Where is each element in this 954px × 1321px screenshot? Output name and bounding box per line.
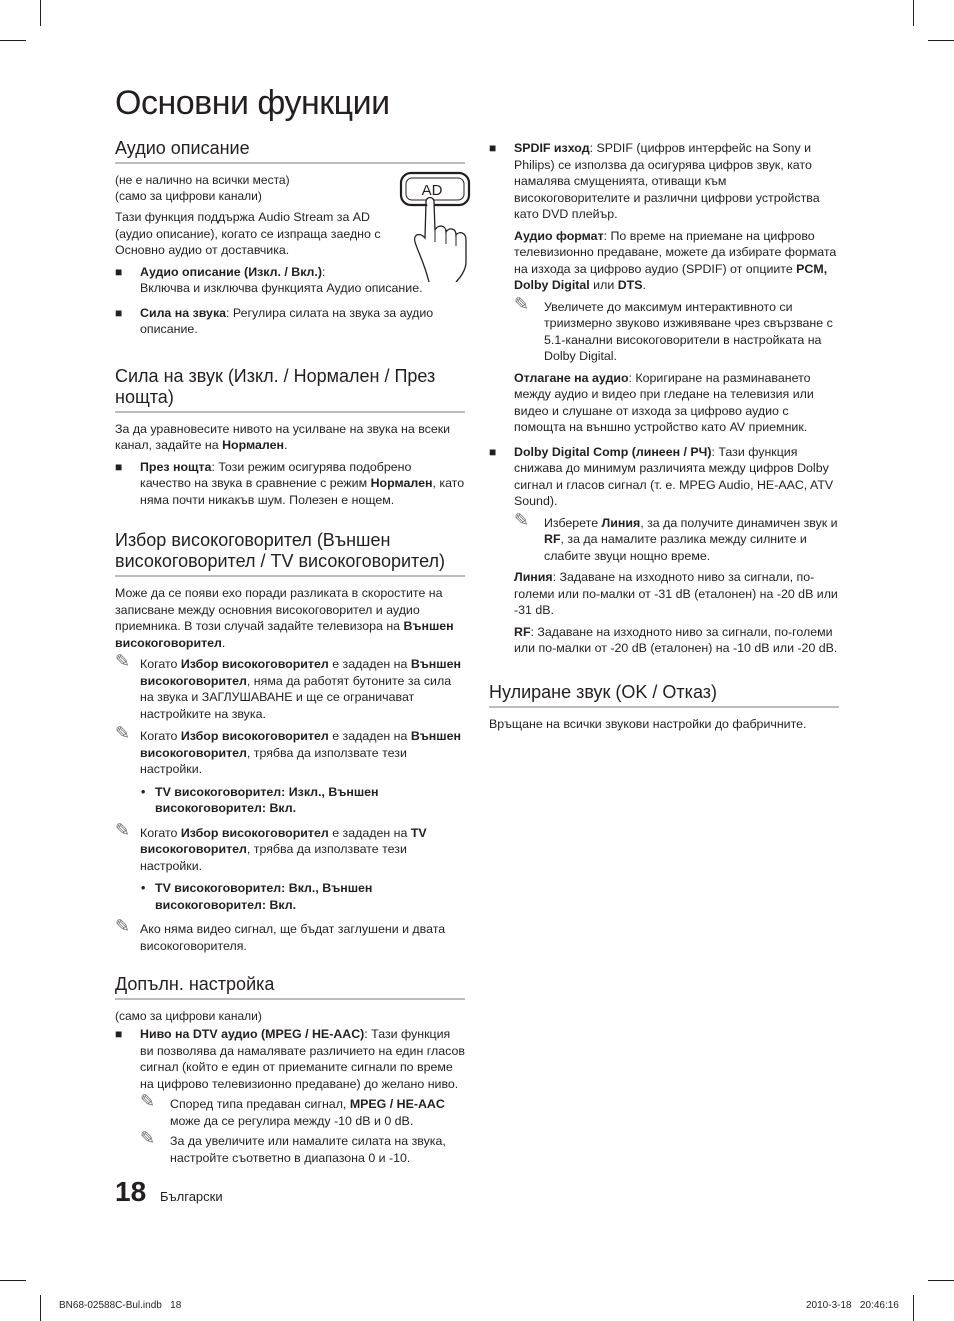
crop-mark: [913, 0, 914, 26]
section-title-speaker-select: Избор високоговорител (Външен високоговорител / TV високоговорител): [115, 530, 465, 577]
note-item: ✎ Според типа предаван сигнал, MPEG / HE-AAC може да се регулира между -10 dB и 0 dB.: [140, 1091, 445, 1128]
footer-date: 2010-3-18 20:46:16: [806, 1300, 899, 1311]
crop-mark: [928, 40, 954, 41]
pencil-note-icon: ✎: [514, 509, 530, 530]
bullet-item: ■ SPDIF изход: SPDIF (цифров интерфейс на Sony и Philips) се използва да осигурява цифров звук, като намалява смущенията, отиващи към високоговорителите и различни цифрови устройства като DVD плейър.: [489, 140, 839, 223]
page-title: Основни функции: [115, 84, 390, 122]
section-title-additional-setup: Допълн. настройка: [115, 974, 465, 1000]
note-item: ✎ За да увеличите или намалите силата на звука, настройте съответно в диапазона 0 и -10.: [140, 1128, 446, 1165]
bullet-item: ■ През нощта: Този режим осигурява подобрено качество на звука в сравнение с режим Нормален, като няма почти никакъв шум. Полезен е нощем.: [115, 459, 465, 509]
ad-button-label: AD: [421, 182, 443, 199]
right-column: [489, 140, 839, 737]
note-item: ✎ Увеличете до максимум интерактивното си триизмерно звуково изживяване чрез свързване с 5.1-канални високоговорители в настройката на Dolby Digital.: [514, 293, 833, 363]
section-title-sound-reset: Нулиране звук (OK / Отказ): [489, 682, 839, 708]
sub-bullet-item: • TV високоговорител: Вкл., Външен високоговорител: Вкл.: [115, 880, 465, 913]
pencil-note-icon: ✎: [115, 819, 131, 840]
sub-bullet-item: • TV високоговорител: Изкл., Външен високоговорител: Вкл.: [115, 784, 465, 817]
availability-note: (не е налично на всички места): [115, 173, 290, 187]
crop-mark: [0, 40, 26, 41]
section-intro: Връщане на всички звукови настройки до фабричните.: [489, 716, 807, 731]
option-description: Аудио формат: По време на приемане на цифрово телевизионно предаване, можете да избирате формата на изхода за цифрово аудио (SPDIF) от опциите PCM, Dolby Digital или DTS.: [514, 228, 837, 292]
bullet-item: ■ Ниво на DTV аудио (MPEG / HE-AAC): Тази функция ви позволява да намалявате различието на един гласов сигнал (който е един от приеманите сигнали по време на цифрово телевизионно предаване) до желано ниво.: [115, 1026, 465, 1092]
note-item: ✎ Ако няма видео сигнал, ще бъдат заглушени и двата високоговорителя.: [115, 916, 446, 953]
crop-mark: [0, 1280, 26, 1281]
crop-mark: [40, 1295, 41, 1321]
note-item: ✎ Когато Избор високоговорител е зададен на TV високоговорител, трябва да използвате тези настройки.: [115, 819, 427, 873]
pencil-note-icon: ✎: [115, 651, 131, 671]
section-intro: За да уравновесите нивото на усилване на звука на всеки канал, задайте на Нормален.: [115, 421, 451, 452]
pencil-note-icon: ✎: [115, 916, 131, 936]
bullet-item: ■ Dolby Digital Comp (линеен / РЧ): Тази функция снижава до минимум различията между цифров Dolby сигнал и гласов сигнал (т. е. MPEG Audio, HE-AAC, ATV Sound).: [489, 444, 839, 510]
pencil-note-icon: ✎: [140, 1128, 156, 1148]
bullet-item: ■ Аудио описание (Изкл. / Вкл.): Включва и изключва функцията Аудио описание.: [115, 264, 465, 297]
section-intro: Може да се появи ехо поради разликата в скоростите на записване между основния високоговорител и аудио приемника. В този случай задайте телевизора на Външен високоговорител.: [115, 586, 454, 650]
option-description: Линия: Задаване на изходното ниво за сигнали, по-големи или по-малки от -31 dB (еталонен) на -20 dB или -31 dB.: [514, 570, 838, 617]
note-item: ✎ Когато Избор високоговорител е зададен на Външен високоговорител, трябва да използвате тези настройки.: [115, 723, 461, 776]
section-intro: Тази функция поддържа Audio Stream за AD (аудио описание), когато се изпраща заедно с Основно аудио от доставчика.: [115, 210, 381, 257]
crop-mark: [913, 1295, 914, 1321]
availability-note: (само за цифрови канали): [115, 189, 262, 203]
availability-note: (само за цифрови канали): [115, 1009, 262, 1023]
pencil-note-icon: ✎: [140, 1091, 156, 1111]
crop-mark: [928, 1280, 954, 1281]
option-description: Отлагане на аудио: Коригиране на разминаването между аудио и видео при гледане на телевизия или видео и слушане от изхода за цифрово аудио с помощта на външно устройство като AV приемник.: [514, 370, 814, 434]
pencil-note-icon: ✎: [115, 723, 131, 743]
crop-mark: [40, 0, 41, 26]
section-title-audio-description: Аудио описание: [115, 138, 465, 164]
page-number: 18: [115, 1176, 147, 1207]
section-title-volume: Сила на звук (Изкл. / Нормален / През нощта): [115, 366, 465, 413]
bullet-item: ■ Сила на звука: Регулира силата на звука за аудио описание.: [115, 305, 465, 338]
left-column: [115, 138, 465, 1170]
footer-language: Български: [160, 1189, 223, 1204]
pencil-note-icon: ✎: [514, 293, 530, 314]
option-description: RF: Задаване на изходното ниво за сигнали, по-големи или по-малки от -20 dB (еталонен) на -10 dB или -20 dB.: [514, 624, 838, 655]
footer-file-info: BN68-02588C-Bul.indb 18: [59, 1300, 182, 1311]
note-item: ✎ Когато Избор високоговорител е зададен на Външен високоговорител, няма да работят бутоните за сила на звука и ЗАГЛУШАВАНЕ и ще се ограничават настройките на звука.: [115, 651, 461, 721]
note-item: ✎ Изберете Линия, за да получите динамичен звук и RF, за да намалите разлика между силните и слабите звуци нощно време.: [514, 509, 838, 563]
